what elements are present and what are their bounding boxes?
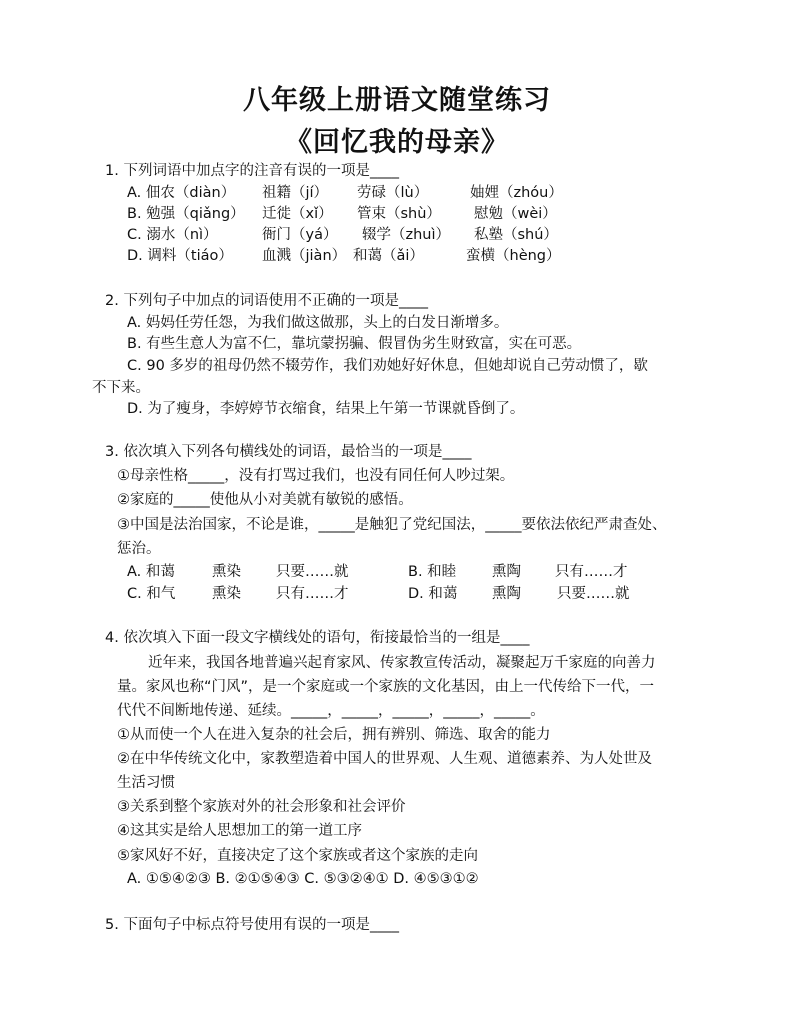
q1-d-3: 和蔼（ǎi） bbox=[353, 248, 424, 264]
q1-c-3: 辍学（zhuì） bbox=[362, 227, 451, 243]
q1-b-2: 迁徙（xǐ） bbox=[262, 206, 333, 222]
q3-c-2: 熏染 bbox=[212, 586, 241, 602]
q2-option-c-line2: 不下来。 bbox=[92, 380, 150, 396]
q4-passage-line1: 近年来，我国各地普遍兴起育家风、传家教宣传活动，凝聚起万千家庭的向善力 bbox=[148, 655, 656, 671]
document-title: 八年级上册语文随堂练习 bbox=[243, 85, 551, 116]
q3-c-3: 只有……才 bbox=[276, 586, 349, 602]
q3-stem: 3. 依次填入下列各句横线处的词语，最恰当的一项是____ bbox=[105, 444, 472, 460]
q3-b-2: 熏陶 bbox=[492, 564, 521, 580]
q3-c-1: C. 和气 bbox=[127, 586, 176, 602]
q1-a-4: 妯娌（zhóu） bbox=[470, 185, 563, 201]
q4-options: A. ①⑤④②③ B. ②①⑤④③ C. ⑤③②④① D. ④⑤③①② bbox=[127, 871, 479, 887]
q3-d-3: 只要……就 bbox=[557, 586, 630, 602]
q2-option-d: D. 为了瘦身，李婷婷节衣缩食，结果上午第一节课就昏倒了。 bbox=[127, 401, 525, 417]
q1-a-2: 祖籍（jí） bbox=[262, 185, 329, 201]
q4-item-4: ④这其实是给人思想加工的第一道工序 bbox=[117, 823, 362, 839]
q2-option-b: B. 有些生意人为富不仁，靠坑蒙拐骗、假冒伪劣生财致富，实在可恶。 bbox=[127, 336, 582, 352]
q1-c-1: C. 溺水（nì） bbox=[127, 227, 218, 243]
q1-b-4: 慰勉（wèi） bbox=[474, 206, 557, 222]
document-subtitle: 《回忆我的母亲》 bbox=[285, 127, 509, 158]
q1-d-1: D. 调料（tiáo） bbox=[127, 248, 233, 264]
q4-passage-line2: 量。家风也称“门风”，是一个家庭或一个家族的文化基因，由上一代传给下一代，一 bbox=[117, 679, 655, 695]
q4-passage-line3: 代代不间断地传递、延续。_____，_____，_____，_____，_____。 bbox=[117, 703, 545, 719]
q3-b-3: 只有……才 bbox=[555, 564, 628, 580]
q3-b-1: B. 和睦 bbox=[408, 564, 457, 580]
q5-stem: 5. 下面句子中标点符号使用有误的一项是____ bbox=[105, 917, 399, 933]
q3-sentence-2: ②家庭的_____使他从小对美就有敏锐的感悟。 bbox=[117, 492, 413, 508]
q1-a-3: 劳碌（lù） bbox=[357, 185, 429, 201]
q3-sentence-3-line2: 惩治。 bbox=[117, 541, 161, 557]
q4-item-3: ③关系到整个家族对外的社会形象和社会评价 bbox=[117, 799, 406, 815]
q3-a-1: A. 和蔼 bbox=[127, 564, 175, 580]
q4-item-1: ①从而使一个人在进入复杂的社会后，拥有辨别、筛选、取舍的能力 bbox=[117, 727, 551, 743]
q4-stem: 4. 依次填入下面一段文字横线处的语句，衔接最恰当的一组是____ bbox=[105, 630, 530, 646]
q1-d-2: 血溅（jiàn） bbox=[262, 248, 347, 264]
q4-item-2-line1: ②在中华传统文化中，家教塑造着中国人的世界观、人生观、道德素养、为人处世及 bbox=[117, 751, 652, 767]
q2-option-a: A. 妈妈任劳任怨，为我们做这做那，头上的白发日渐增多。 bbox=[127, 315, 509, 331]
q1-a-1: A. 佃农（diàn） bbox=[127, 185, 236, 201]
q3-d-2: 熏陶 bbox=[492, 586, 521, 602]
q1-d-4: 蛮横（hèng） bbox=[466, 248, 561, 264]
q3-a-2: 熏染 bbox=[212, 564, 241, 580]
q3-a-3: 只要……就 bbox=[276, 564, 349, 580]
q2-option-c-line1: C. 90 多岁的祖母仍然不辍劳作，我们劝她好好休息，但她却说自己劳动惯了，歇 bbox=[127, 358, 648, 374]
q1-c-2: 衙门（yá） bbox=[262, 227, 338, 243]
q4-item-2-line2: 生活习惯 bbox=[117, 775, 175, 791]
q2-stem: 2. 下列句子中加点的词语使用不正确的一项是____ bbox=[105, 293, 428, 309]
q3-sentence-1: ①母亲性格_____，没有打骂过我们，也没有同任何人吵过架。 bbox=[117, 468, 515, 484]
q1-c-4: 私塾（shú） bbox=[474, 227, 558, 243]
q3-d-1: D. 和蔼 bbox=[408, 586, 458, 602]
q1-stem: 1. 下列词语中加点字的注音有误的一项是____ bbox=[105, 163, 399, 179]
q1-b-3: 管束（shù） bbox=[357, 206, 441, 222]
q3-sentence-3-line1: ③中国是法治国家，不论是谁，_____是触犯了党纪国法，_____要依法依纪严肃查处、 bbox=[117, 517, 667, 533]
q1-b-1: B. 勉强（qiǎng） bbox=[127, 206, 245, 222]
q4-item-5: ⑤家风好不好，直接决定了这个家族或者这个家族的走向 bbox=[117, 848, 478, 864]
